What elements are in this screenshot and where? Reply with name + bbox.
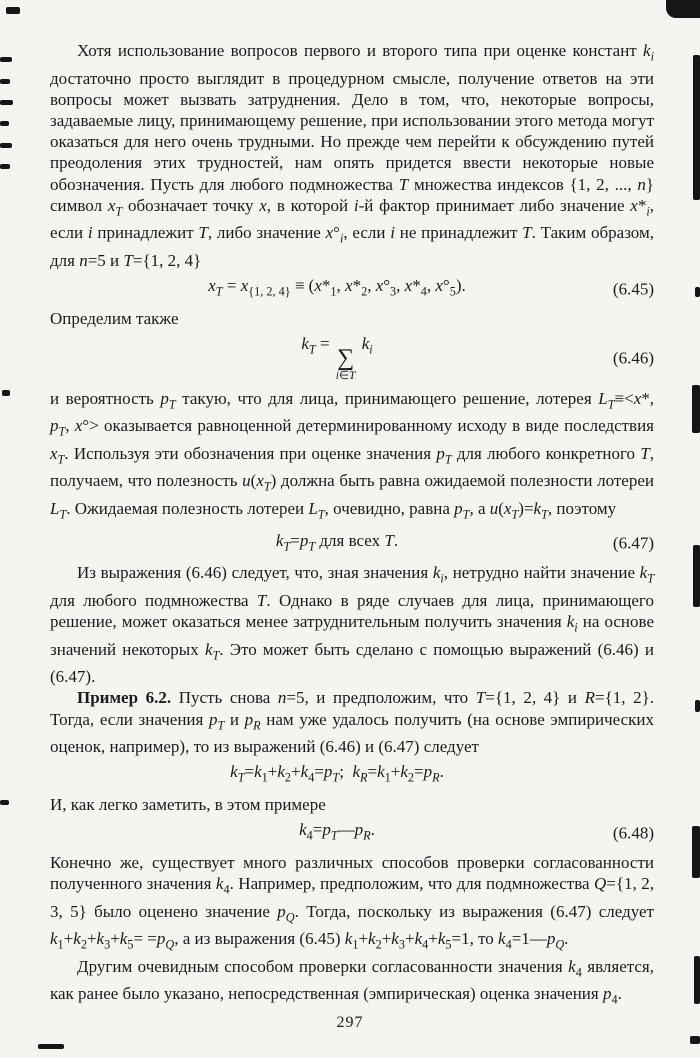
scan-artifact bbox=[6, 7, 20, 14]
scan-artifact bbox=[0, 121, 9, 126]
paragraph-intro: Хотя использование вопросов первого и второго типа при оценке констант $k_i$ достаточно просто выглядит в процедурном смысле, получение ответов на эти вопросы может вызвать затруднения. Дело в том, что, некоторые вопросы, задаваемые лицу, принимающему решение, при использовании этого метода могут оказаться для него очень трудными. Но прежде чем перейти к обсуждению путей преодоления этих трудностей, нам опять придется ввести некоторые новые обозначения. Пусть для любого подмножества T множества индексов {1, 2, ..., n} символ $x_T$ обозначает точку x, в которой i-й фактор принимает либо значение $x*_i$, если i принадлежит T, либо значение $x^\circ_i$, если i не принадлежит T. Таким образом, для n=5 и T={1, 2, 4} bbox=[50, 41, 655, 270]
equation-body: $k_T=k_1+k_2+k_4=p_T$; $k_R=k_1+k_2=p_R$. bbox=[230, 762, 444, 785]
scan-artifact bbox=[0, 57, 12, 62]
equation-number: (6.47) bbox=[612, 533, 654, 553]
scan-artifact bbox=[695, 700, 700, 712]
equation-6-45 bbox=[50, 275, 654, 303]
equation-6-46 bbox=[50, 333, 654, 383]
scan-artifact bbox=[692, 385, 700, 433]
paragraph-consistency-check: Конечно же, существует много различных способов проверки согласованности полученного значения $k_4$. Например, предположим, что для подмножества Q={1, 2, 3, 5} было оценено значение $p_Q$. Тогда, поскольку из выражения (6.47) следует $k_1+k_2+k_3+k_5= =p_Q$, а из выражения (6.45) $k_1+k_2+k_3+k_4+k_5=1$, то $k_4=1—p_Q$. bbox=[50, 852, 654, 952]
equation-6-48 bbox=[50, 819, 654, 847]
scan-artifact bbox=[693, 545, 700, 607]
scan-artifact bbox=[690, 1036, 700, 1044]
scan-artifact bbox=[0, 100, 13, 105]
scan-artifact bbox=[0, 164, 10, 169]
scan-artifact bbox=[695, 287, 700, 297]
scan-artifact bbox=[694, 956, 700, 1004]
paragraph-from-646: Из выражения (6.46) следует, что, зная значения $k_i$, нетрудно найти значение $k_T$ для любого подмножества T. Однако в ряде случаев для лица, принимающего решение, может оказаться менее затруднительным получить значения $k_i$ на основе значений некоторых $k_T$. Это может быть сделано с помощью выражений (6.46) и (6.47). bbox=[50, 563, 654, 687]
text-column bbox=[50, 40, 654, 1011]
equation-number: (6.45) bbox=[612, 279, 654, 299]
scan-artifact bbox=[2, 390, 10, 396]
scan-artifact bbox=[0, 800, 9, 805]
scan-artifact bbox=[0, 143, 12, 148]
paragraph-define: Определим также bbox=[50, 308, 179, 328]
page-number: 297 bbox=[336, 1014, 364, 1031]
equation-body: $k_4=p_T—p_R$. bbox=[299, 820, 375, 843]
scan-artifact bbox=[692, 826, 700, 878]
paragraph-other-check: Другим очевидным способом проверки согласованности значения $k_4$ является, как ранее было указано, непосредственная (эмпирическая) оценка значения $p_4$. bbox=[50, 956, 654, 1007]
equation-6-47 bbox=[50, 530, 654, 558]
equation-number: (6.48) bbox=[612, 823, 654, 843]
paragraph-probability: и вероятность $p_T$ такую, что для лица, принимающего решение, лотерея $L_T\equiv<x*$, $p_T$, x°> оказывается равноценной детерминированному исходу в виде последствия $x_T$. Используя эти обозначения при оценке значения $p_T$ для любого конкретного T, получаем, что полезность $u(x_T)$ должна быть равна ожидаемой полезности лотереи $L_T$. Ожидаемая полезность лотереи $L_T$, очевидно, равна $p_T$, а $u(x_T)=k_T$, поэтому bbox=[50, 388, 655, 522]
paragraph-example-6-2: Пример 6.2. Пусть снова n=5, и предположим, что T={1, 2, 4} и R={1, 2}. Тогда, если значения $p_T$ и $p_R$ нам уже удалось получить (на основе эмпирических оценок, например), то из выражений (6.46) и (6.47) следует bbox=[50, 688, 654, 757]
equation-body: $x_T = x_{\{1, 2, 4\}} \equiv (x*_1$, $x*_2$, $x^\circ_3$, $x*_4$, $x^\circ_5$). bbox=[208, 276, 466, 299]
scan-artifact bbox=[693, 55, 700, 200]
paragraph-easy-to-see: И, как легко заметить, в этом примере bbox=[50, 794, 326, 814]
equation-body: $k_T$ = ∑ i∈T $k_i$ bbox=[301, 334, 373, 383]
scan-artifact bbox=[38, 1044, 64, 1049]
equation-number: (6.46) bbox=[612, 348, 654, 368]
equation-body: $k_T=p_T$ для всех T. bbox=[275, 530, 399, 553]
equation-example bbox=[50, 761, 624, 789]
scan-artifact bbox=[666, 0, 700, 18]
scan-artifact bbox=[0, 79, 10, 84]
